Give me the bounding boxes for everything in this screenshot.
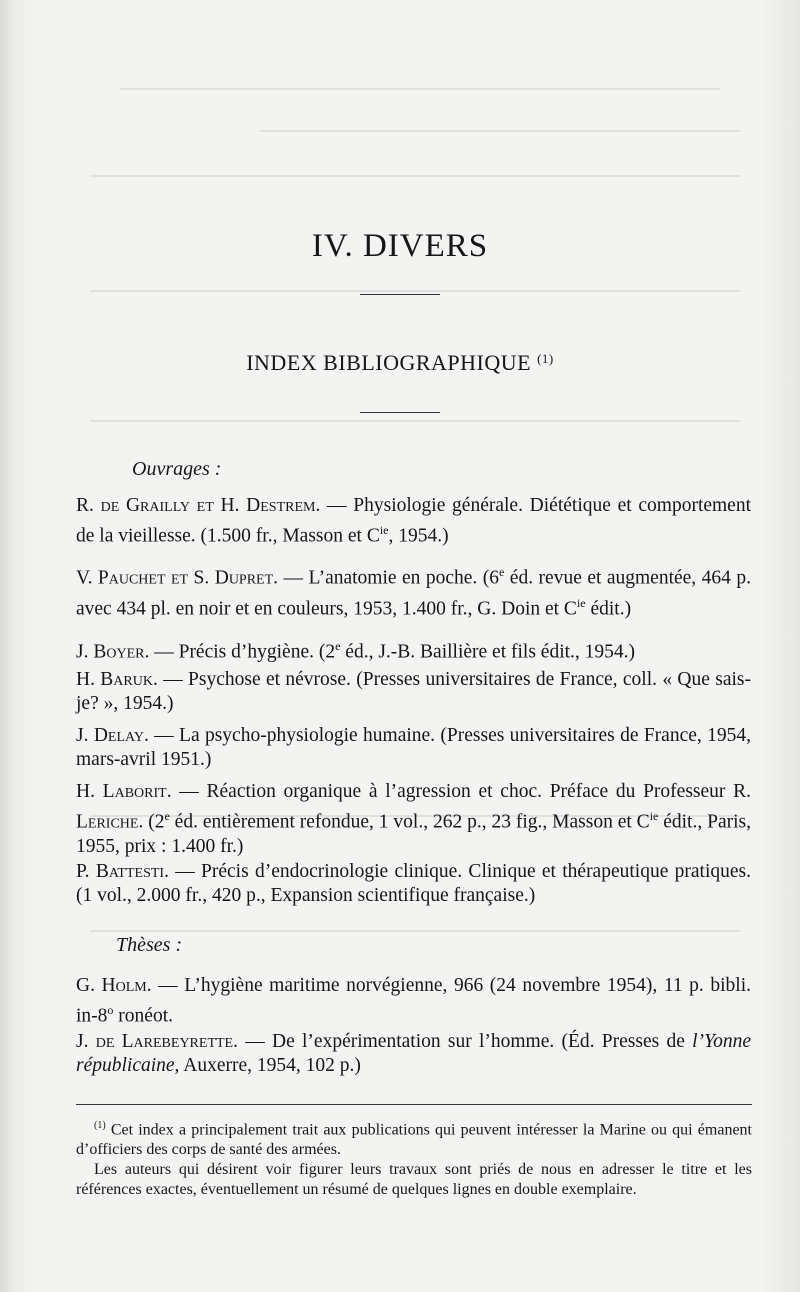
entry-sup: e xyxy=(164,809,170,823)
index-heading-note-marker: (1) xyxy=(537,351,554,366)
entry-text: — Précis d’endocrinologie clinique. Clinique et thérapeutique pratiques. (1 vol., 2.000 fr., 420 p., Expansion scientifique française.) xyxy=(76,861,752,906)
entry-author: V. Pauchet et S. Dupret. xyxy=(76,567,279,589)
entry-author: P. Battesti. xyxy=(76,861,169,882)
entry-tail: Auxerre, 1954, 102 p.) xyxy=(179,1055,361,1076)
entry-text: — L’anatomie en poche. (6 xyxy=(278,567,500,589)
entry-author: G. Holm. xyxy=(76,975,152,996)
index-heading xyxy=(0,350,800,376)
bibliography-entry xyxy=(76,724,751,772)
entry-sup: ie xyxy=(649,809,659,823)
footnotes xyxy=(76,1116,752,1200)
entry-tail: éd., J.-B. Baillière et fils édit., 1954.) xyxy=(340,641,636,663)
entry-tail: , 1954.) xyxy=(388,525,449,547)
entry-tail: ronéot. xyxy=(113,1005,173,1027)
entry-text: — Physiologie générale. Diététique et comportement de la vieillesse. (1.500 fr., Masson et C xyxy=(76,495,752,547)
footnote-1 xyxy=(76,1116,752,1160)
page-title: IV. DIVERS xyxy=(311,228,489,264)
entry-author: Leriche xyxy=(76,811,139,833)
thesis-entry xyxy=(76,1030,751,1078)
entry-text: — Précis d’hygiène. (2 xyxy=(149,641,336,663)
entry-sup: e xyxy=(499,565,505,579)
entry-tail: . (2 xyxy=(138,811,165,833)
entry-sup: e xyxy=(335,639,341,653)
thesis-entry xyxy=(76,974,751,1029)
entry-tail: éd. entièrement refondue, 1 vol., 262 p., 23 fig., Masson et C xyxy=(169,811,650,833)
entry-author: J. Boyer. xyxy=(76,641,150,663)
footnote-text: Cet index a principalement trait aux publications qui peuvent intéresser la Marine ou qui émanent d’officiers des corps de santé des armées. xyxy=(76,1121,752,1159)
footnote-separator xyxy=(76,1104,752,1105)
entry-text: — La psycho-physiologie humaine. (Presses universitaires de France, 1954, mars-avril 1951.) xyxy=(76,725,751,770)
bibliography-entry xyxy=(76,780,751,859)
entry-italic: l’Yonne républicaine, xyxy=(76,1031,751,1076)
entry-tail: édit., Paris, 1955, prix : 1.400 fr.) xyxy=(76,811,751,857)
entry-author: J. de Larebeyrette. xyxy=(76,1031,238,1052)
entry-author: H. Baruk. xyxy=(76,669,158,690)
footnote-marker: (1) xyxy=(94,1120,106,1131)
subtitle-divider xyxy=(360,412,440,413)
bibliography-entry xyxy=(76,560,751,621)
entry-text: — Psychose et névrose. (Presses universitaires de France, coll. « Que sais-je? », 1954.) xyxy=(76,669,752,714)
entry-sup: o xyxy=(107,1003,114,1017)
entry-text: — De l’expérimentation sur l’homme. (Éd. Presses de xyxy=(237,1031,693,1052)
entry-author: H. Laborit. xyxy=(76,781,172,802)
bibliography-entry xyxy=(76,494,751,549)
section-label-ouvrages: Ouvrages : xyxy=(132,458,222,480)
bibliography-entry xyxy=(76,668,751,716)
entry-tail: éd. revue et augmentée, 464 p. avec 434 pl. en noir et en couleurs, 1953, 1.400 fr., G. Doin et C xyxy=(76,567,751,619)
bibliography-entry xyxy=(76,634,751,665)
entry-sup: ie xyxy=(379,523,389,537)
entry-author: R. de Grailly et H. Destrem. xyxy=(76,495,321,516)
bibliography-entry xyxy=(76,860,751,908)
entry-sup: ie xyxy=(576,595,586,610)
section-label-theses: Thèses : xyxy=(116,934,183,956)
index-heading-text: INDEX BIBLIOGRAPHIQUE xyxy=(246,350,532,375)
title-divider xyxy=(360,294,440,295)
entry-text: — L’hygiène maritime norvégienne, 966 (24 novembre 1954), 11 p. bibli. in-8 xyxy=(76,975,751,1027)
entry-author: J. Delay. xyxy=(76,725,149,746)
footnote-2: Les auteurs qui désirent voir figurer leurs travaux sont priés de nous en adresser le titre et les références exactes, éventuellement un résumé de quelques lignes en double exemplaire. xyxy=(76,1161,752,1199)
entry-tail: édit.) xyxy=(585,598,632,619)
entry-text: — Réaction organique à l’agression et choc. Préface du Professeur R. xyxy=(171,781,752,802)
